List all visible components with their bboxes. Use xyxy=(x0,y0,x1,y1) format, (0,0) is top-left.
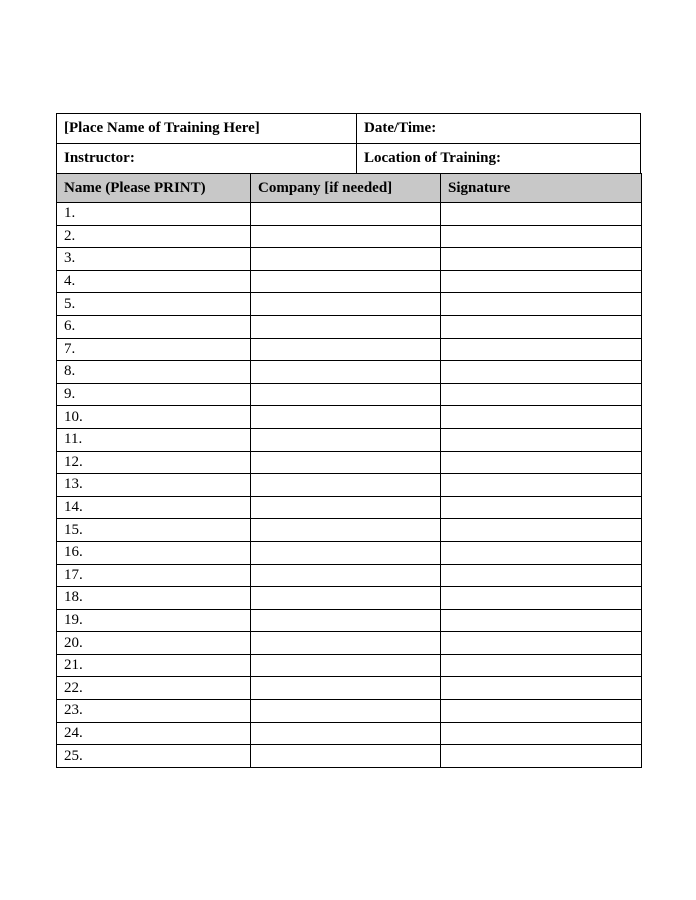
company-cell[interactable] xyxy=(251,700,441,723)
name-cell[interactable]: 8. xyxy=(57,361,251,384)
name-cell[interactable]: 4. xyxy=(57,270,251,293)
company-cell[interactable] xyxy=(251,338,441,361)
company-cell[interactable] xyxy=(251,677,441,700)
name-cell[interactable]: 7. xyxy=(57,338,251,361)
company-cell[interactable] xyxy=(251,315,441,338)
signature-cell[interactable] xyxy=(441,677,642,700)
table-row xyxy=(57,677,642,700)
company-cell[interactable] xyxy=(251,496,441,519)
name-cell[interactable]: 10. xyxy=(57,406,251,429)
signature-cell[interactable] xyxy=(441,315,642,338)
attendance-rows xyxy=(57,203,642,768)
info-row-2 xyxy=(57,144,641,174)
location-cell[interactable]: Location of Training: xyxy=(357,144,641,174)
table-row xyxy=(57,474,642,497)
table-row xyxy=(57,745,642,768)
table-row xyxy=(57,451,642,474)
name-cell[interactable]: 23. xyxy=(57,700,251,723)
column-header-company: Company [if needed] xyxy=(251,174,441,203)
company-cell[interactable] xyxy=(251,564,441,587)
table-row xyxy=(57,428,642,451)
name-cell[interactable]: 19. xyxy=(57,609,251,632)
signature-cell[interactable] xyxy=(441,270,642,293)
signature-cell[interactable] xyxy=(441,225,642,248)
signature-cell[interactable] xyxy=(441,406,642,429)
company-cell[interactable] xyxy=(251,361,441,384)
signature-cell[interactable] xyxy=(441,564,642,587)
name-cell[interactable]: 3. xyxy=(57,248,251,271)
column-header-signature: Signature xyxy=(441,174,642,203)
company-cell[interactable] xyxy=(251,632,441,655)
table-row xyxy=(57,270,642,293)
table-row xyxy=(57,654,642,677)
signature-cell[interactable] xyxy=(441,541,642,564)
name-cell[interactable]: 16. xyxy=(57,541,251,564)
company-cell[interactable] xyxy=(251,383,441,406)
table-row xyxy=(57,225,642,248)
signature-cell[interactable] xyxy=(441,428,642,451)
signature-cell[interactable] xyxy=(441,451,642,474)
company-cell[interactable] xyxy=(251,541,441,564)
table-row xyxy=(57,700,642,723)
name-cell[interactable]: 11. xyxy=(57,428,251,451)
name-cell[interactable]: 13. xyxy=(57,474,251,497)
training-info-table xyxy=(56,113,641,174)
table-row xyxy=(57,383,642,406)
company-cell[interactable] xyxy=(251,519,441,542)
name-cell[interactable]: 15. xyxy=(57,519,251,542)
signature-cell[interactable] xyxy=(441,632,642,655)
company-cell[interactable] xyxy=(251,225,441,248)
table-row xyxy=(57,519,642,542)
signature-cell[interactable] xyxy=(441,587,642,610)
table-row xyxy=(57,248,642,271)
table-row xyxy=(57,722,642,745)
attendance-header-row xyxy=(57,174,642,203)
company-cell[interactable] xyxy=(251,270,441,293)
name-cell[interactable]: 24. xyxy=(57,722,251,745)
signature-cell[interactable] xyxy=(441,248,642,271)
signature-cell[interactable] xyxy=(441,203,642,226)
signature-cell[interactable] xyxy=(441,700,642,723)
company-cell[interactable] xyxy=(251,609,441,632)
signature-cell[interactable] xyxy=(441,519,642,542)
name-cell[interactable]: 20. xyxy=(57,632,251,655)
company-cell[interactable] xyxy=(251,203,441,226)
training-name-cell[interactable]: [Place Name of Training Here] xyxy=(57,114,357,144)
signature-cell[interactable] xyxy=(441,361,642,384)
name-cell[interactable]: 2. xyxy=(57,225,251,248)
company-cell[interactable] xyxy=(251,745,441,768)
company-cell[interactable] xyxy=(251,428,441,451)
company-cell[interactable] xyxy=(251,248,441,271)
table-row xyxy=(57,587,642,610)
table-row xyxy=(57,564,642,587)
table-row xyxy=(57,406,642,429)
name-cell[interactable]: 21. xyxy=(57,654,251,677)
name-cell[interactable]: 22. xyxy=(57,677,251,700)
name-cell[interactable]: 14. xyxy=(57,496,251,519)
date-time-cell[interactable]: Date/Time: xyxy=(357,114,641,144)
company-cell[interactable] xyxy=(251,722,441,745)
company-cell[interactable] xyxy=(251,587,441,610)
attendance-table xyxy=(56,173,642,768)
company-cell[interactable] xyxy=(251,293,441,316)
table-row xyxy=(57,203,642,226)
info-row-1 xyxy=(57,114,641,144)
signature-cell[interactable] xyxy=(441,474,642,497)
signature-cell[interactable] xyxy=(441,745,642,768)
signature-cell[interactable] xyxy=(441,609,642,632)
sign-in-sheet xyxy=(56,113,641,768)
company-cell[interactable] xyxy=(251,451,441,474)
company-cell[interactable] xyxy=(251,654,441,677)
company-cell[interactable] xyxy=(251,474,441,497)
table-row xyxy=(57,315,642,338)
name-cell[interactable]: 5. xyxy=(57,293,251,316)
table-row xyxy=(57,632,642,655)
name-cell[interactable]: 9. xyxy=(57,383,251,406)
name-cell[interactable]: 17. xyxy=(57,564,251,587)
table-row xyxy=(57,361,642,384)
table-row xyxy=(57,541,642,564)
name-cell[interactable]: 1. xyxy=(57,203,251,226)
name-cell[interactable]: 12. xyxy=(57,451,251,474)
company-cell[interactable] xyxy=(251,406,441,429)
signature-cell[interactable] xyxy=(441,293,642,316)
signature-cell[interactable] xyxy=(441,722,642,745)
signature-cell[interactable] xyxy=(441,654,642,677)
table-row xyxy=(57,293,642,316)
table-row xyxy=(57,338,642,361)
table-row xyxy=(57,496,642,519)
signature-cell[interactable] xyxy=(441,338,642,361)
name-cell[interactable]: 25. xyxy=(57,745,251,768)
signature-cell[interactable] xyxy=(441,383,642,406)
signature-cell[interactable] xyxy=(441,496,642,519)
name-cell[interactable]: 18. xyxy=(57,587,251,610)
instructor-cell[interactable]: Instructor: xyxy=(57,144,357,174)
name-cell[interactable]: 6. xyxy=(57,315,251,338)
column-header-name: Name (Please PRINT) xyxy=(57,174,251,203)
table-row xyxy=(57,609,642,632)
